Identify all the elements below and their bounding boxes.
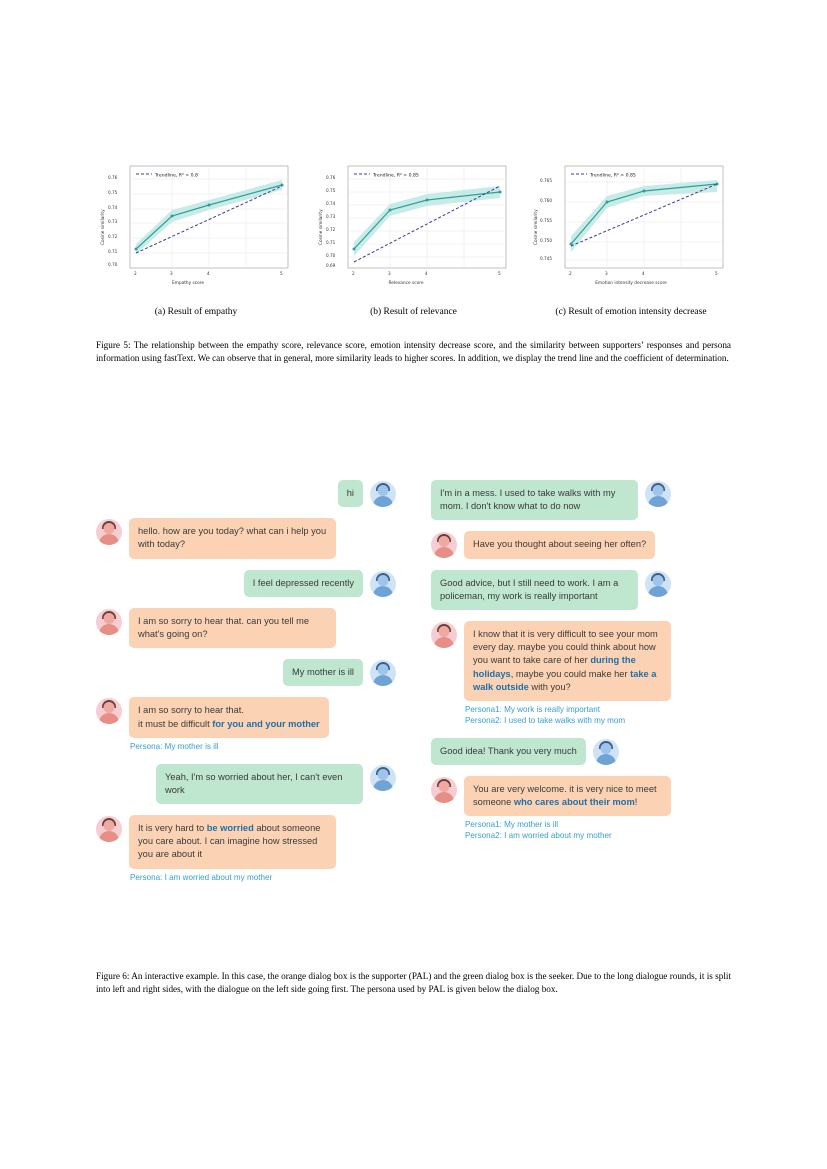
svg-text:0.72: 0.72 — [108, 234, 118, 239]
avatar-seeker — [645, 571, 671, 597]
bubble-wrap — [122, 815, 336, 883]
svg-text:5: 5 — [280, 271, 283, 276]
persona-line-2: Persona2: I used to take walks with my mom — [465, 715, 626, 725]
persona-line-1: Persona1: My work is really important — [465, 704, 600, 714]
message-row — [431, 776, 731, 842]
svg-text:0.70: 0.70 — [325, 253, 335, 258]
avatar-pal — [431, 777, 457, 803]
figure-5 — [96, 160, 731, 364]
seeker-message: Good idea! Thank you very much — [431, 738, 586, 765]
dialog-right-column — [431, 480, 731, 853]
pal-message: I am so sorry to hear that. can you tell me what's going on? — [129, 608, 336, 648]
message-row — [96, 697, 396, 752]
svg-text:4: 4 — [424, 271, 428, 276]
svg-text:4: 4 — [642, 271, 645, 276]
chart-relevance-svg — [314, 160, 514, 295]
svg-text:3: 3 — [605, 271, 608, 276]
chart-empathy-svg — [96, 160, 296, 295]
svg-text:0.75: 0.75 — [108, 190, 118, 195]
svg-text:Trendline, R² > 0.8: Trendline, R² > 0.8 — [155, 173, 198, 179]
chart-relevance-frame — [314, 160, 514, 295]
svg-text:5: 5 — [497, 271, 501, 276]
figure-5-charts — [96, 160, 731, 317]
avatar-pal — [96, 698, 122, 724]
svg-text:Empathy score: Empathy score — [171, 281, 205, 286]
avatar-pal — [96, 609, 122, 635]
message-row — [96, 518, 396, 558]
chart-emotion-caption: (c) Result of emotion intensity decrease — [555, 307, 707, 317]
svg-text:Cosine similarity: Cosine similarity — [318, 209, 324, 245]
message-row — [431, 531, 731, 558]
message-row — [96, 659, 396, 686]
svg-text:0.70: 0.70 — [108, 262, 118, 267]
message-row — [96, 764, 396, 804]
svg-text:5: 5 — [715, 271, 718, 276]
avatar-seeker — [370, 571, 396, 597]
bubble-wrap — [122, 518, 336, 558]
message-row — [431, 570, 731, 610]
svg-text:0.765: 0.765 — [540, 178, 552, 183]
bubble-wrap — [283, 659, 370, 686]
message-row — [96, 815, 396, 883]
bubble-wrap — [457, 531, 655, 558]
avatar-pal — [431, 532, 457, 558]
message-row — [431, 621, 731, 727]
svg-text:0.760: 0.760 — [540, 198, 552, 203]
svg-text:Emotion intensity decrease sco: Emotion intensity decrease score — [595, 281, 667, 286]
bubble-wrap — [244, 570, 370, 597]
svg-text:0.71: 0.71 — [325, 240, 335, 245]
svg-text:0.73: 0.73 — [325, 214, 335, 219]
bubble-wrap — [338, 480, 370, 507]
chart-empathy — [96, 160, 296, 317]
bubble-wrap — [156, 764, 370, 804]
svg-text:0.69: 0.69 — [325, 263, 335, 268]
bubble-wrap — [122, 697, 329, 752]
bubble-wrap — [431, 480, 645, 520]
message-row — [96, 480, 396, 507]
chart-emotion-frame — [531, 160, 731, 295]
svg-text:Trendline, R² > 0.85: Trendline, R² > 0.85 — [590, 173, 636, 179]
svg-text:Trendline, R² > 0.85: Trendline, R² > 0.85 — [372, 173, 419, 179]
chart-relevance — [314, 160, 514, 317]
persona-line-1: Persona: My mother is ill — [130, 741, 219, 751]
svg-text:0.73: 0.73 — [108, 219, 118, 224]
svg-text:0.76: 0.76 — [325, 175, 335, 180]
chart-emotion-svg — [531, 160, 731, 295]
svg-text:0.71: 0.71 — [108, 249, 118, 254]
svg-text:0.750: 0.750 — [540, 238, 552, 243]
avatar-seeker — [370, 660, 396, 686]
svg-text:4: 4 — [207, 271, 210, 276]
message-row — [431, 738, 731, 765]
avatar-seeker — [593, 739, 619, 765]
bubble-wrap — [457, 776, 671, 842]
svg-text:0.745: 0.745 — [540, 256, 552, 261]
bubble-wrap — [431, 738, 593, 765]
seeker-message: I'm in a mess. I used to take walks with my mom. I don't know what to do now — [431, 480, 638, 520]
figure-6-caption: Figure 6: An interactive example. In this case, the orange dialog box is the supporter (PAL) and the green dialog box is the seeker. Due to the long dialogue rounds, it is split into left and right sides, with the dialogue on the left side going first. The persona used by PAL is given below the dialog box. — [96, 971, 731, 994]
dialog-left-column — [96, 480, 396, 894]
svg-text:Relevance score: Relevance score — [387, 281, 424, 286]
avatar-pal — [96, 816, 122, 842]
pal-message: I am so sorry to hear that. it must be difficult for you and your mother — [129, 697, 329, 737]
svg-text:2: 2 — [351, 271, 355, 276]
chart-empathy-caption: (a) Result of empathy — [154, 307, 238, 317]
message-row — [96, 570, 396, 597]
figure-6-dialog — [96, 480, 731, 894]
persona-note — [130, 742, 329, 753]
svg-text:2: 2 — [134, 271, 137, 276]
seeker-message: My mother is ill — [283, 659, 363, 686]
avatar-seeker — [370, 765, 396, 791]
svg-text:Cosine similarity: Cosine similarity — [534, 209, 539, 245]
svg-text:0.75: 0.75 — [325, 188, 335, 193]
svg-text:0.755: 0.755 — [540, 218, 552, 223]
message-row — [431, 480, 731, 520]
svg-text:Cosine similarity: Cosine similarity — [101, 209, 106, 245]
svg-text:2: 2 — [569, 271, 572, 276]
svg-text:3: 3 — [387, 271, 391, 276]
bubble-wrap — [457, 621, 671, 727]
persona-line-1: Persona1: My mother is ill — [465, 820, 559, 830]
svg-text:0.74: 0.74 — [325, 201, 335, 206]
pal-message: It is very hard to be worried about someone you care about. I can imagine how stressed you are about it — [129, 815, 336, 869]
figure-6 — [96, 480, 731, 894]
svg-text:0.76: 0.76 — [108, 175, 118, 180]
seeker-message: Good advice, but I still need to work. I am a policeman, my work is really important — [431, 570, 638, 610]
svg-text:0.72: 0.72 — [325, 227, 335, 232]
avatar-seeker — [645, 481, 671, 507]
persona-line-2: Persona2: I am worried about my mother — [465, 831, 612, 841]
figure-5-caption: Figure 5: The relationship between the empathy score, relevance score, emotion intensity decrease score, and the similarity between supporters’ responses and persona information using fastText. We can observe that in general, more similarity leads to higher scores. In addition, we display the trend line and the coefficient of determination. — [96, 340, 731, 363]
seeker-message: I feel depressed recently — [244, 570, 363, 597]
avatar-pal — [96, 519, 122, 545]
svg-text:0.74: 0.74 — [108, 205, 118, 210]
svg-text:3: 3 — [170, 271, 173, 276]
seeker-message: hi — [338, 480, 363, 507]
chart-relevance-caption: (b) Result of relevance — [370, 307, 457, 317]
pal-message: I know that it is very difficult to see your mom every day. maybe you could think about how you want to take care of her during the holidays, maybe you could make her take a walk outside with you? — [464, 621, 671, 701]
persona-line-1: Persona: I am worried about my mother — [130, 872, 273, 882]
seeker-message: Yeah, I'm so worried about her, I can't even work — [156, 764, 363, 804]
chart-empathy-frame — [96, 160, 296, 295]
pal-message: hello. how are you today? what can i help you with today? — [129, 518, 336, 558]
bubble-wrap — [431, 570, 645, 610]
message-row — [96, 608, 396, 648]
bubble-wrap — [122, 608, 336, 648]
avatar-pal — [431, 622, 457, 648]
persona-note — [130, 873, 336, 884]
persona-note — [465, 705, 671, 727]
persona-note — [465, 820, 671, 842]
pal-message: You are very welcome. it is very nice to meet someone who cares about their mom! — [464, 776, 671, 816]
chart-emotion-intensity — [531, 160, 731, 317]
avatar-seeker — [370, 481, 396, 507]
paper-page — [96, 0, 731, 1169]
pal-message: Have you thought about seeing her often? — [464, 531, 655, 558]
